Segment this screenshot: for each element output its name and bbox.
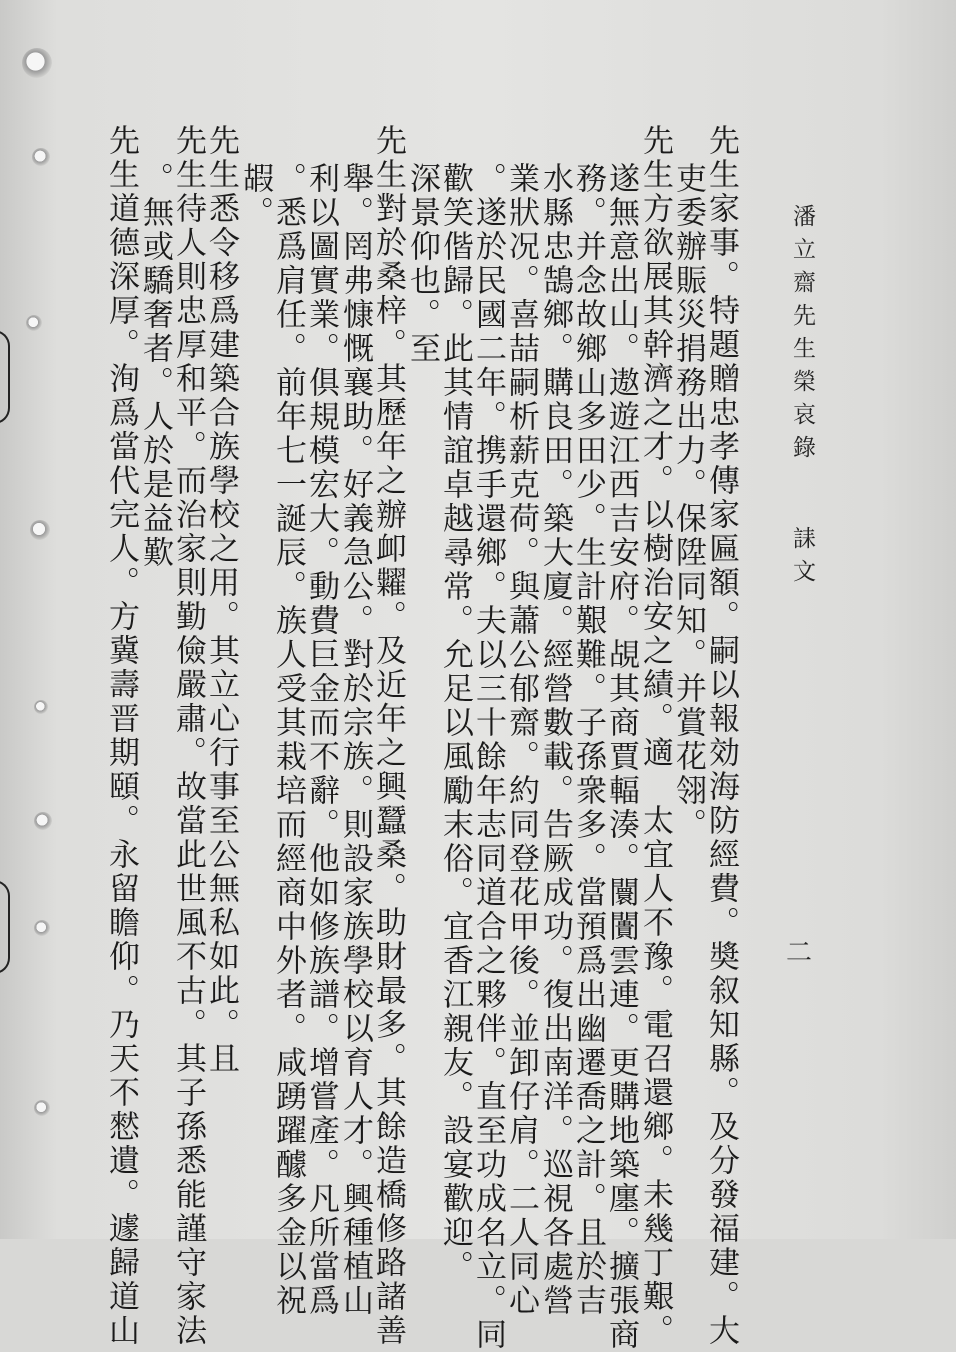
punch-hole xyxy=(22,48,52,78)
punch-hole xyxy=(34,1100,50,1116)
text-column: 業狀况。喜喆嗣析薪克荷。與蕭公郁齋。約同登花甲後。並卸仔肩。二人同心 xyxy=(503,162,539,1318)
text-column: 吏委辦賑災捐務出力。保陞同知。并賞花翎。 xyxy=(670,162,706,842)
punch-hole xyxy=(30,520,50,540)
text-column: 先生對於桑梓。其歷年之辦卹糶。及近年之興蠶桑。助財最多。其餘造橋修路諸善 xyxy=(370,124,406,1348)
text-column: 。無或驕奢者。人於是益歎 xyxy=(137,162,173,570)
punch-hole xyxy=(26,315,42,331)
text-column: 先生方欲展其幹濟之才。以樹治安之績。適 太宜人不豫。電召還鄉。未幾丁艱。 xyxy=(637,124,673,1348)
text-column: 利以圖實業。俱規模宏大。動費巨金而不辭。他如修族譜。增嘗產。凡所當爲 xyxy=(303,162,339,1318)
binding-edge-mark xyxy=(0,330,10,424)
text-column: 先生道德深厚。洵爲當代完人。方冀壽晋期頤。永留瞻仰。乃天不憖遺。遽歸道山 xyxy=(103,124,139,1348)
text-column: 先生家事。特題贈忠孝傳家匾額。嗣以報効海防經費。奬叙知縣。及分發福建。大 xyxy=(703,124,739,1348)
punch-hole xyxy=(34,700,48,714)
text-column: 遂無意出山。遨遊江西吉安府。覘其商賈輻湊。闤闠雲連。更購地築廛。擴張商 xyxy=(603,162,639,1352)
section-label: 誄文 xyxy=(789,526,815,592)
text-column: 。遂於民國二年。携手還鄉。夫以三十餘年志同道合之夥伴。直至功成名立。同 xyxy=(470,162,506,1352)
page-number: 二 xyxy=(786,938,813,968)
text-column: 水縣忠鵠鄉。購良田。築大廈。經營數載。告厥成功。復出南洋。巡視各處營 xyxy=(537,162,573,1318)
text-column: 深景仰也。至 xyxy=(404,162,440,366)
text-column: 務。并念故鄉山多田少。生計艱難。子孫衆多。當預爲出幽遷喬之計。且於吉 xyxy=(570,162,606,1318)
book-title: 潘立齋先生榮哀錄 xyxy=(789,204,815,468)
text-column: 先生悉令移爲建築合族學校之用。其立心行事至公無私如此。且 xyxy=(203,124,239,1076)
text-column: 舉。罔弗慷慨襄助。好義急公。對於宗族。則設家族學校以育人才。興種植山 xyxy=(337,162,373,1318)
text-column: 。悉爲肩任。前年七一誕辰。族人受其栽培而經商中外者。咸踴躍醵多金以祝 xyxy=(270,162,306,1318)
punch-hole xyxy=(34,920,50,936)
punch-hole xyxy=(32,148,50,166)
punch-hole xyxy=(34,812,52,830)
binding-edge-mark xyxy=(0,880,10,974)
text-column: 先生待人則忠厚和平。而治家則勤儉嚴肅。故當此世風不古。其子孫悉能謹守家法 xyxy=(170,124,206,1348)
text-column: 歡笑偕歸。此其情誼卓越尋常。允足以風勵末俗。宜香江親友。設宴歡迎。 xyxy=(437,162,473,1284)
text-column: 嘏。 xyxy=(237,162,273,230)
